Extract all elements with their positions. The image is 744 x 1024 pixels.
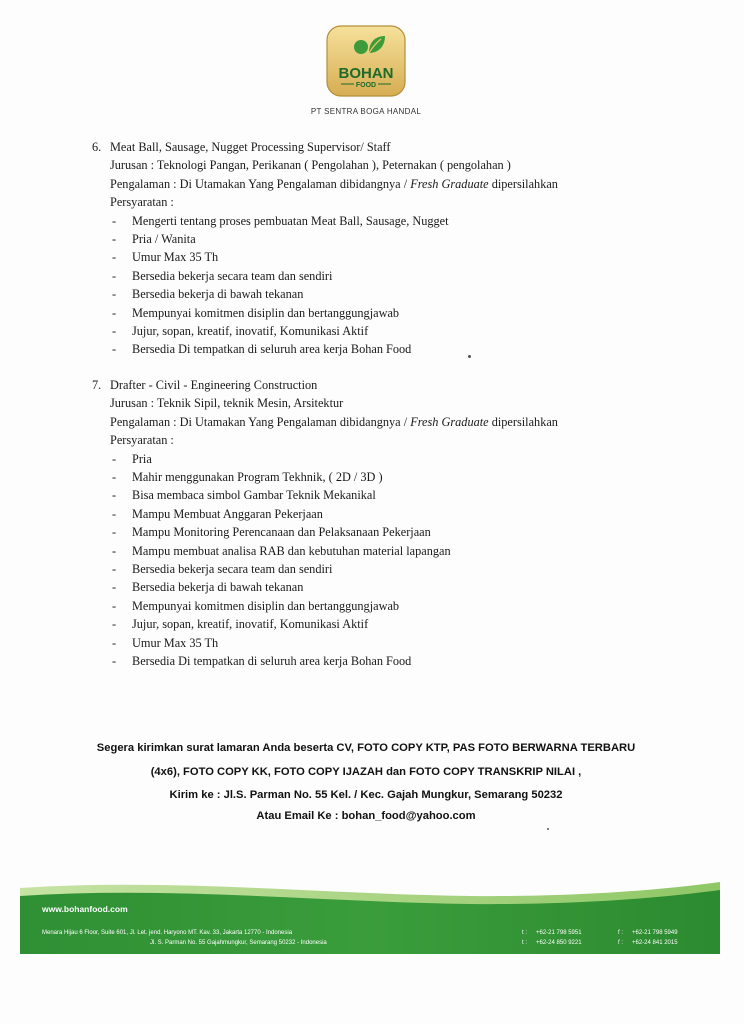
logo-leaf-dot: [354, 40, 368, 54]
job-pengalaman: [92, 175, 712, 193]
list-item: [92, 615, 712, 633]
list-item: [92, 322, 712, 340]
footer-wave-graphic: [20, 876, 720, 954]
list-item-text: Jujur, sopan, kreatif, inovatif, Komunikasi Aktif: [132, 617, 369, 632]
bullet-dash: -: [112, 598, 117, 613]
cta-line-2: (4x6), FOTO COPY KK, FOTO COPY IJAZAH dan FOTO COPY TRANSKRIP NILAI ,: [150, 766, 582, 778]
persyaratan-label: Persyaratan :: [110, 433, 174, 448]
list-item: [92, 597, 712, 615]
bohan-food-logo-graphic: [325, 24, 407, 98]
list-item-text: Bersedia Di tempatkan di seluruh area kerja Bohan Food: [132, 654, 412, 669]
bullet-dash: -: [112, 562, 117, 577]
list-item: [92, 468, 712, 486]
list-item-text: Mempunyai komitmen disiplin dan bertanggungjawab: [132, 598, 400, 613]
list-item: [92, 212, 712, 230]
company-logo: [325, 24, 407, 98]
fax-label-1: f :: [618, 930, 624, 936]
list-item-text: Mengerti tentang proses pembuatan Meat Ball, Sausage, Nugget: [132, 213, 449, 228]
job-number: 7.: [92, 378, 102, 392]
list-item-text: Pria: [132, 451, 152, 466]
job-number: 6.: [92, 140, 102, 154]
bullet-dash: -: [112, 268, 117, 283]
bullet-dash: -: [112, 287, 117, 302]
logo-name: BOHAN: [338, 65, 394, 82]
list-item: [92, 578, 712, 596]
list-item: [92, 652, 712, 670]
list-item: [92, 486, 712, 504]
requirements-list: [92, 450, 712, 671]
scan-speck: [547, 828, 549, 830]
bullet-dash: -: [112, 324, 117, 339]
requirements-list: [92, 212, 712, 359]
list-item: [92, 542, 712, 560]
company-name: PT SENTRA BOGA HANDAL: [310, 107, 422, 116]
list-item: [92, 560, 712, 578]
list-item: [92, 634, 712, 652]
pengalaman-suffix: dipersilahkan: [488, 414, 558, 429]
list-item-text: Bisa membaca simbol Gambar Teknik Mekanikal: [132, 488, 376, 503]
bullet-dash: -: [112, 580, 117, 595]
cta-email: Atau Email Ke : bohan_food@yahoo.com: [256, 810, 476, 822]
list-item-text: Bersedia bekerja di bawah tekanan: [132, 580, 304, 595]
phone-1: +62-21 798 5951: [536, 930, 582, 936]
list-item-text: Mempunyai komitmen disiplin dan bertanggungjawab: [132, 305, 400, 320]
pengalaman-text: Pengalaman : Di Utamakan Yang Pengalaman dibidangnya /: [110, 176, 411, 191]
phone-2: +62-24 850 9221: [536, 940, 582, 946]
bullet-dash: -: [112, 506, 117, 521]
phone-label-1: t :: [522, 930, 528, 936]
footer-address-semarang: Jl. S. Parman No. 55 Gajahmungkur, Semarang 50232 - Indonesia: [150, 940, 327, 946]
job-section-7: [92, 376, 712, 671]
pengalaman-text: Pengalaman : Di Utamakan Yang Pengalaman dibidangnya /: [110, 414, 411, 429]
scan-speck: [468, 355, 471, 358]
persyaratan-label: Persyaratan :: [110, 195, 174, 210]
list-item: [92, 304, 712, 322]
pengalaman-suffix: dipersilahkan: [488, 176, 558, 191]
list-item-text: Bersedia bekerja secara team dan sendiri: [132, 268, 333, 283]
fax-2: +62-24 841 2015: [632, 940, 678, 946]
bullet-dash: -: [112, 342, 117, 357]
bullet-dash: -: [112, 451, 117, 466]
list-item-text: Bersedia bekerja secara team dan sendiri: [132, 562, 333, 577]
list-item: [92, 248, 712, 266]
bullet-dash: -: [112, 250, 117, 265]
list-item: [92, 505, 712, 523]
job-jurusan: Jurusan : Teknologi Pangan, Perikanan ( Pengolahan ), Peternakan ( pengolahan ): [110, 158, 511, 173]
bullet-dash: -: [112, 232, 117, 247]
list-item-text: Mahir menggunakan Program Tekhnik, ( 2D / 3D ): [132, 470, 383, 485]
logo-sub: FOOD: [355, 82, 377, 89]
list-item-text: Mampu Monitoring Perencanaan dan Pelaksanaan Pekerjaan: [132, 525, 431, 540]
pengalaman-italic: Fresh Graduate: [410, 176, 489, 191]
list-item: [92, 230, 712, 248]
job-title-row: [92, 138, 712, 156]
job-pengalaman: [92, 413, 712, 431]
fax-1: +62-21 798 5949: [632, 930, 678, 936]
list-item-text: Jujur, sopan, kreatif, inovatif, Komunikasi Aktif: [132, 324, 369, 339]
list-item: [92, 450, 712, 468]
job-title: Meat Ball, Sausage, Nugget Processing Supervisor/ Staff: [110, 140, 391, 154]
bullet-dash: -: [112, 543, 117, 558]
bullet-dash: -: [112, 654, 117, 669]
phone-label-2: t :: [522, 940, 528, 946]
bullet-dash: -: [112, 488, 117, 503]
bullet-dash: -: [112, 635, 117, 650]
list-item-text: Pria / Wanita: [132, 232, 196, 247]
cta-address: Kirim ke : Jl.S. Parman No. 55 Kel. / Kec. Gajah Mungkur, Semarang 50232: [169, 789, 563, 801]
list-item-text: Mampu Membuat Anggaran Pekerjaan: [132, 506, 323, 521]
cta-line-1: Segera kirimkan surat lamaran Anda beserta CV, FOTO COPY KTP, PAS FOTO BERWARNA TERBARU: [96, 742, 636, 754]
list-item: [92, 523, 712, 541]
list-item-text: Mampu membuat analisa RAB dan kebutuhan material lapangan: [132, 543, 451, 558]
job-title: Drafter - Civil - Engineering Construction: [110, 378, 318, 392]
list-item: [92, 340, 712, 358]
list-item-text: Bersedia Di tempatkan di seluruh area kerja Bohan Food: [132, 342, 412, 357]
bullet-dash: -: [112, 213, 117, 228]
pengalaman-italic: Fresh Graduate: [410, 414, 489, 429]
job-section-6: [92, 138, 712, 359]
footer-website: www.bohanfood.com: [42, 904, 128, 914]
job-title-row: [92, 376, 712, 394]
list-item: [92, 267, 712, 285]
job-jurusan: Jurusan : Teknik Sipil, teknik Mesin, Arsitektur: [110, 396, 344, 411]
bullet-dash: -: [112, 617, 117, 632]
list-item-text: Umur Max 35 Th: [132, 250, 219, 265]
footer-band: [20, 876, 720, 954]
fax-label-2: f :: [618, 940, 624, 946]
list-item: [92, 285, 712, 303]
list-item-text: Umur Max 35 Th: [132, 635, 219, 650]
list-item-text: Bersedia bekerja di bawah tekanan: [132, 287, 304, 302]
bullet-dash: -: [112, 470, 117, 485]
bullet-dash: -: [112, 305, 117, 320]
bullet-dash: -: [112, 525, 117, 540]
footer-address-jakarta: Menara Hijau 6 Floor, Suite 601, Jl. Let. jend. Haryono MT. Kav. 33, Jakarta 12770 - Indonesia: [42, 930, 293, 936]
